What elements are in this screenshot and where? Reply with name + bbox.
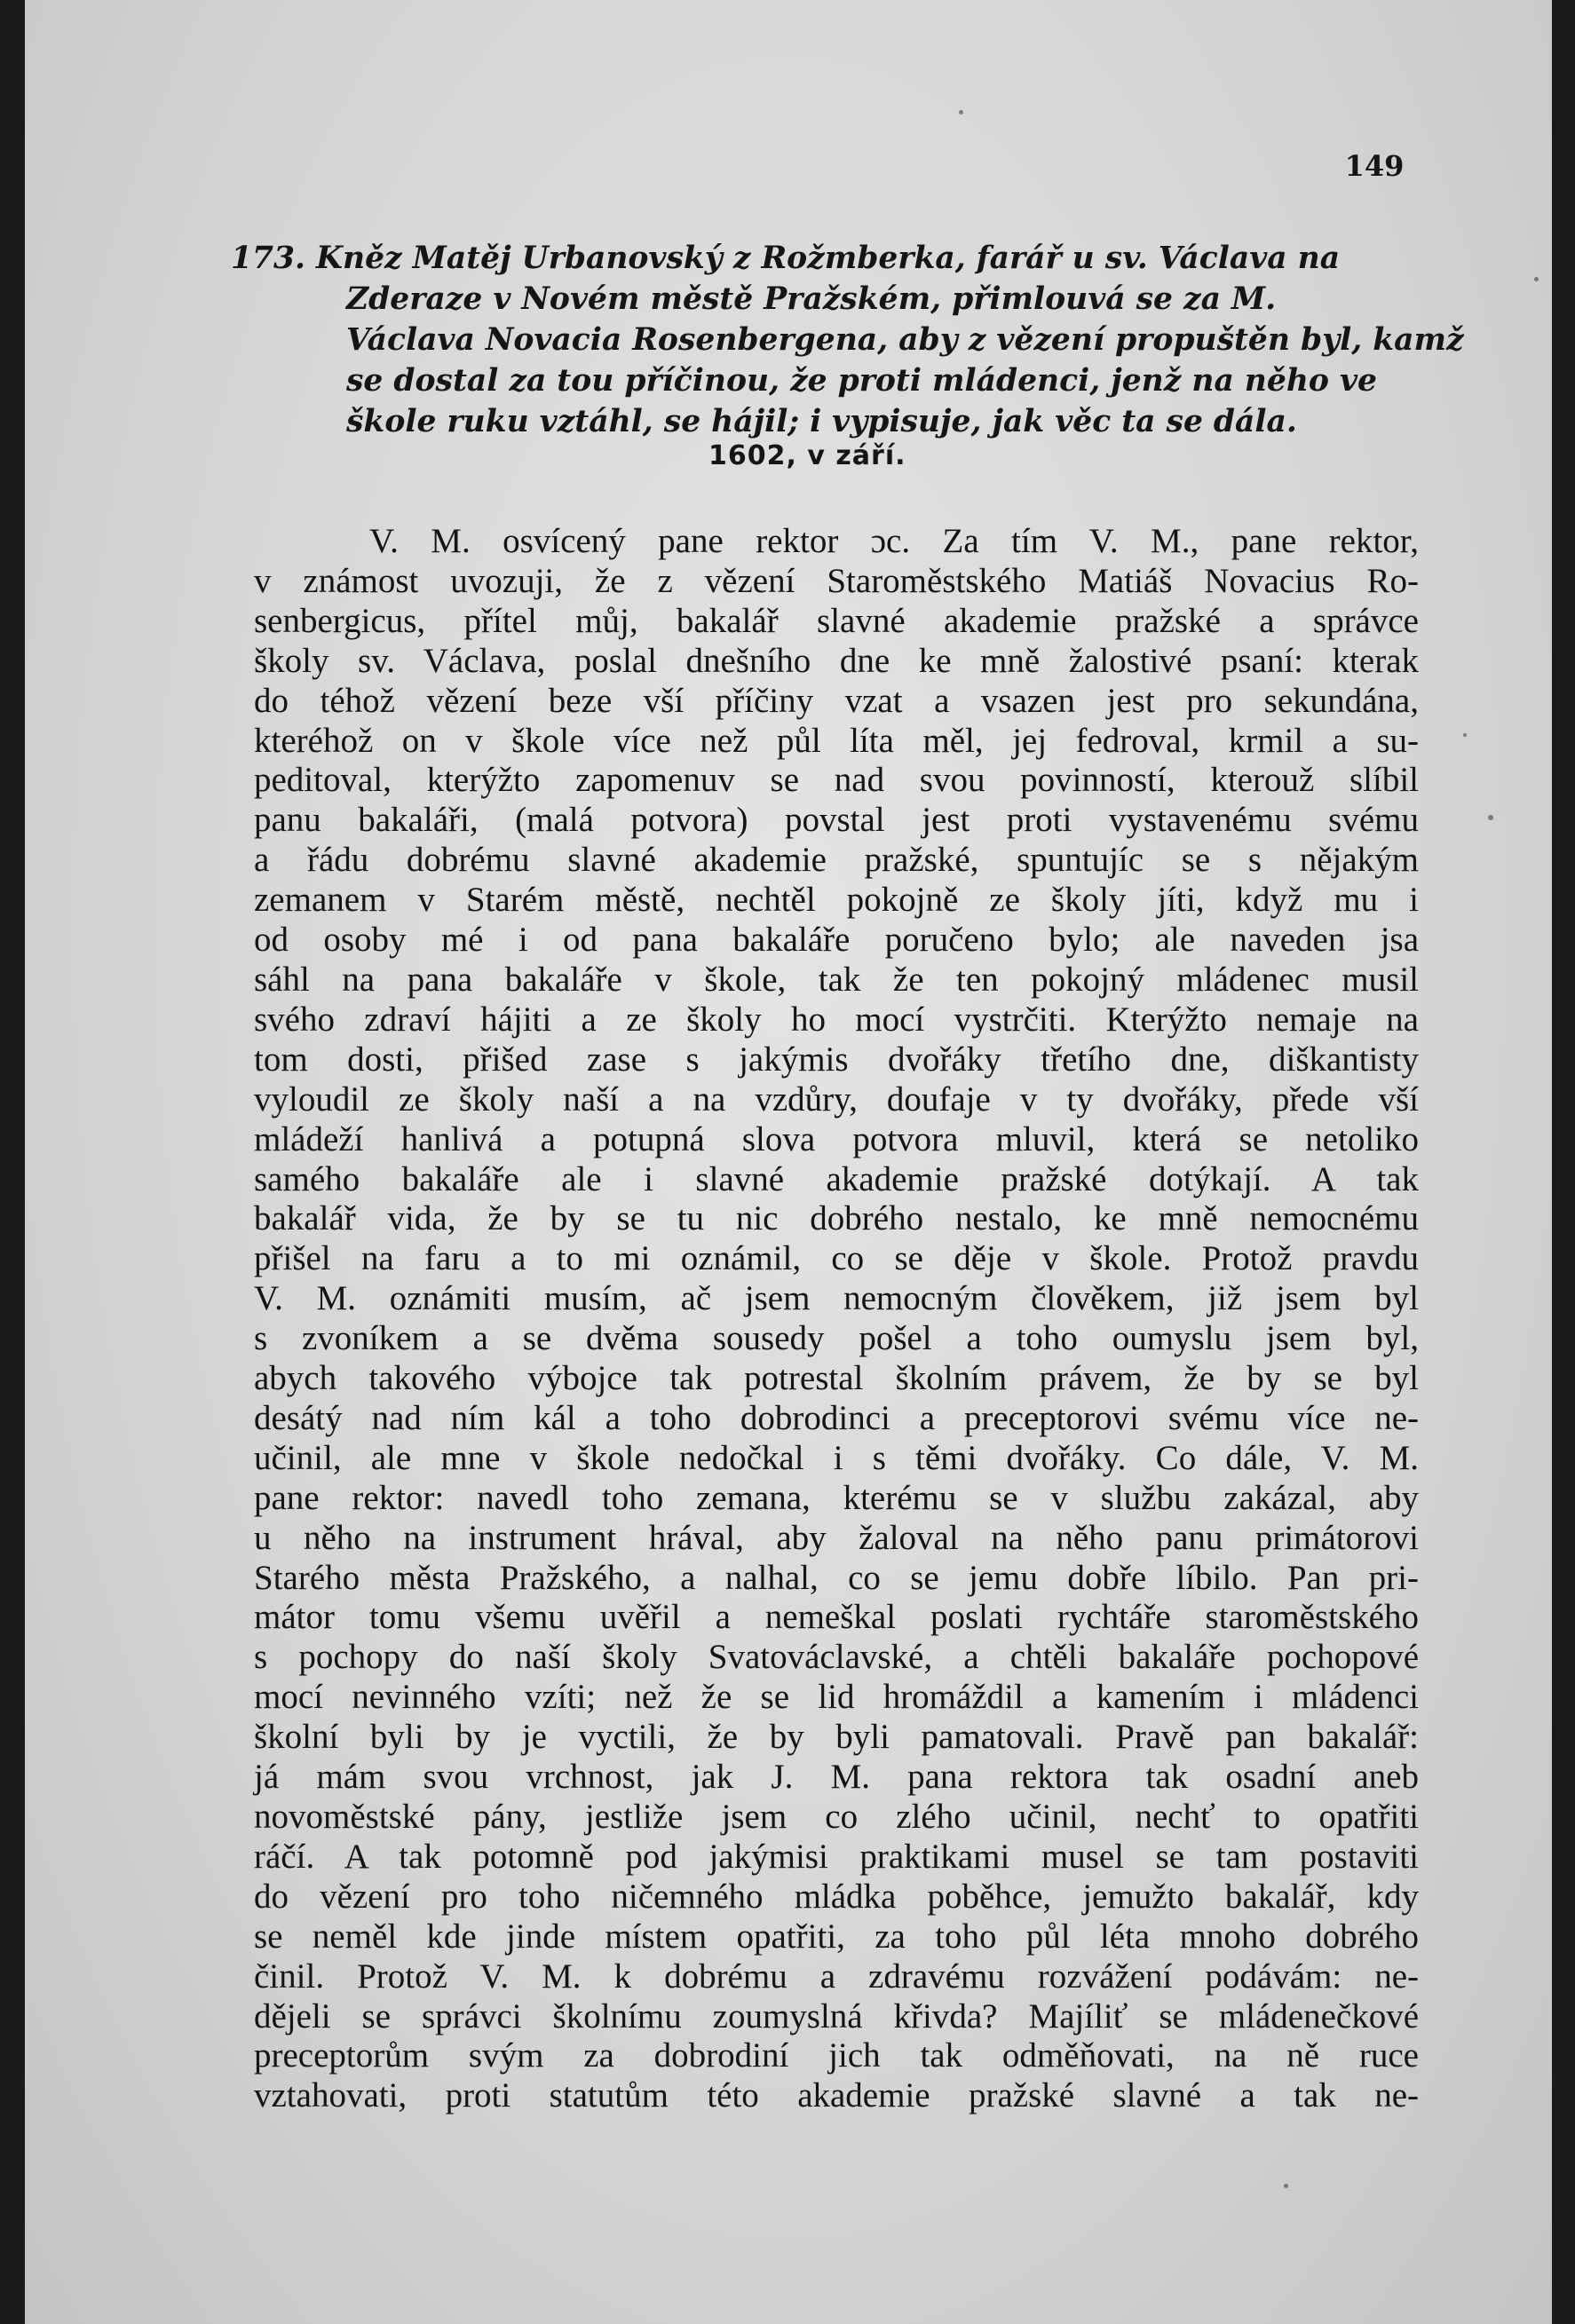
body-line: školní byli by je vyctili, že by byli pamatovali. Pravě pan bakalář:: [254, 1718, 1419, 1757]
body-line: sáhl na pana bakaláře v škole, tak že ten pokojný mládenec musil: [254, 960, 1419, 999]
body-line: panu bakaláři, (malá potvora) povstal jest proti vystavenému svému: [254, 801, 1419, 840]
body-line: V. M. oznámiti musím, ač jsem nemocným člověkem, již jsem byl: [254, 1279, 1419, 1318]
body-line: tom dosti, přišed zase s jakýmis dvořáky třetího dne, diškantisty: [254, 1039, 1419, 1079]
body-line: mátor tomu všemu uvěřil a nemeškal poslati rychtáře staroměstského: [254, 1598, 1419, 1637]
page-number: 149: [1344, 149, 1405, 183]
body-line: školy sv. Václava, poslal dnešního dne ke mně žalostivé psaní: kterak: [254, 641, 1419, 680]
body-line: svého zdraví hájiti a ze školy ho mocí vystrčiti. Kterýžto nemaje na: [254, 1000, 1419, 1039]
body-line: od osoby mé i od pana bakaláře poručeno bylo; ale naveden jsa: [254, 921, 1419, 960]
body-line: abych takového výbojce tak potrestal školním právem, že by se byl: [254, 1359, 1419, 1398]
body-line: v známost uvozuji, že z vězení Staroměstského Matiáš Novacius Ro-: [254, 561, 1419, 600]
scan-speck: [1463, 733, 1467, 737]
heading-line: se dostal za tou příčinou, že proti mládenci, jenž na něho ve: [346, 363, 1377, 399]
body-line: desátý nad ním kál a toho dobrodinci a preceptorovi svému více ne-: [254, 1398, 1419, 1437]
scan-speck: [1534, 277, 1539, 281]
scanned-page: [25, 0, 1552, 2324]
body-line: a řádu dobrému slavné akademie pražské, spuntujíc se s nějakým: [254, 841, 1419, 880]
body-line: vyloudil ze školy naší a na vzdůry, doufaje v ty dvořáky, přede vší: [254, 1079, 1419, 1119]
body-line: s pochopy do naší školy Svatováclavské, a chtěli bakaláře pochopové: [254, 1638, 1419, 1677]
body-line: činil. Protož V. M. k dobrému a zdravému rozvážení podávám: ne-: [254, 1956, 1419, 1996]
body-line: dějeli se správci školnímu zoumyslná křivda? Majíliť se mládenečkové: [254, 1996, 1419, 2035]
body-line: do vězení pro toho ničemného mládka poběhce, jemužto bakalář, kdy: [254, 1877, 1419, 1916]
body-line: s zvoníkem a se dvěma sousedy pošel a toho oumyslu jsem byl,: [254, 1319, 1419, 1358]
letter-heading: [231, 238, 1464, 442]
body-line: Starého města Pražského, a nalhal, co se jemu dobře líbilo. Pan pri-: [254, 1558, 1419, 1597]
body-line: ráčí. A tak potomně pod jakýmisi praktikami musel se tam postaviti: [254, 1837, 1419, 1876]
body-line: peditoval, kterýžto zapomenuv se nad svou povinností, kterouž slíbil: [254, 761, 1419, 800]
heading-line: Václava Novacia Rosenbergena, aby z vězení propuštěn byl, kamž: [346, 322, 1464, 358]
body-line: přišel na faru a to mi oznámil, co se děje v škole. Protož pravdu: [254, 1239, 1419, 1278]
body-line: do téhož vězení beze vší příčiny vzat a vsazen jest pro sekundána,: [254, 681, 1419, 720]
body-line: bakalář vida, že by se tu nic dobrého nestalo, ke mně nemocnému: [254, 1199, 1419, 1238]
scan-speck: [1488, 815, 1493, 820]
scan-speck: [1284, 2184, 1288, 2188]
body-line: se neměl kde jinde místem opatřiti, za toho půl léta mnoho dobrého: [254, 1917, 1419, 1956]
body-line: preceptorům svým za dobrodiní jich tak odměňovati, na ně ruce: [254, 2036, 1419, 2075]
body-line: novoměstské pány, jestliže jsem co zlého učinil, nechť to opatřiti: [254, 1798, 1419, 1836]
body-line: mocí nevinného vzíti; než že se lid hromáždil a kamením i mládenci: [254, 1678, 1419, 1717]
body-line: já mám svou vrchnost, jak J. M. pana rektora tak osadní aneb: [254, 1758, 1419, 1797]
body-line: samého bakaláře ale i slavné akademie pražské dotýkají. A tak: [254, 1159, 1419, 1198]
letter-body: [254, 522, 1419, 2116]
heading-line: škole ruku vztáhl, se hájil; i vypisuje, jak věc ta se dála.: [346, 404, 1297, 439]
body-line: u něho na instrument hrával, aby žaloval na něho panu primátorovi: [254, 1518, 1419, 1557]
letter-date: 1602, v září.: [708, 440, 906, 471]
body-line: kteréhož on v škole více než půl líta měl, jej fedroval, krmil a su-: [254, 721, 1419, 760]
body-line: senbergicus, přítel můj, bakalář slavné akademie pražské a správce: [254, 601, 1419, 640]
body-line: zemanem v Starém městě, nechtěl pokojně ze školy jíti, když mu i: [254, 881, 1419, 920]
body-line: mládeží hanlivá a potupná slova potvora mluvil, která se netoliko: [254, 1119, 1419, 1158]
body-line: V. M. osvícený pane rektor ɔc. Za tím V. M., pane rektor,: [369, 522, 1419, 560]
body-line: vztahovati, proti statutům této akademie pražské slavné a tak ne-: [254, 2076, 1419, 2115]
heading-line: Zderaze v Novém městě Pražském, přimlouvá se za M.: [346, 281, 1277, 317]
body-line: učinil, ale mne v škole nedočkal i s těmi dvořáky. Co dále, V. M.: [254, 1438, 1419, 1477]
body-line: pane rektor: navedl toho zemana, kterému se v službu zakázal, aby: [254, 1478, 1419, 1517]
heading-line: 173. Kněz Matěj Urbanovský z Rožmberka, farář u sv. Václava na: [231, 241, 1341, 276]
scan-speck: [959, 110, 963, 115]
